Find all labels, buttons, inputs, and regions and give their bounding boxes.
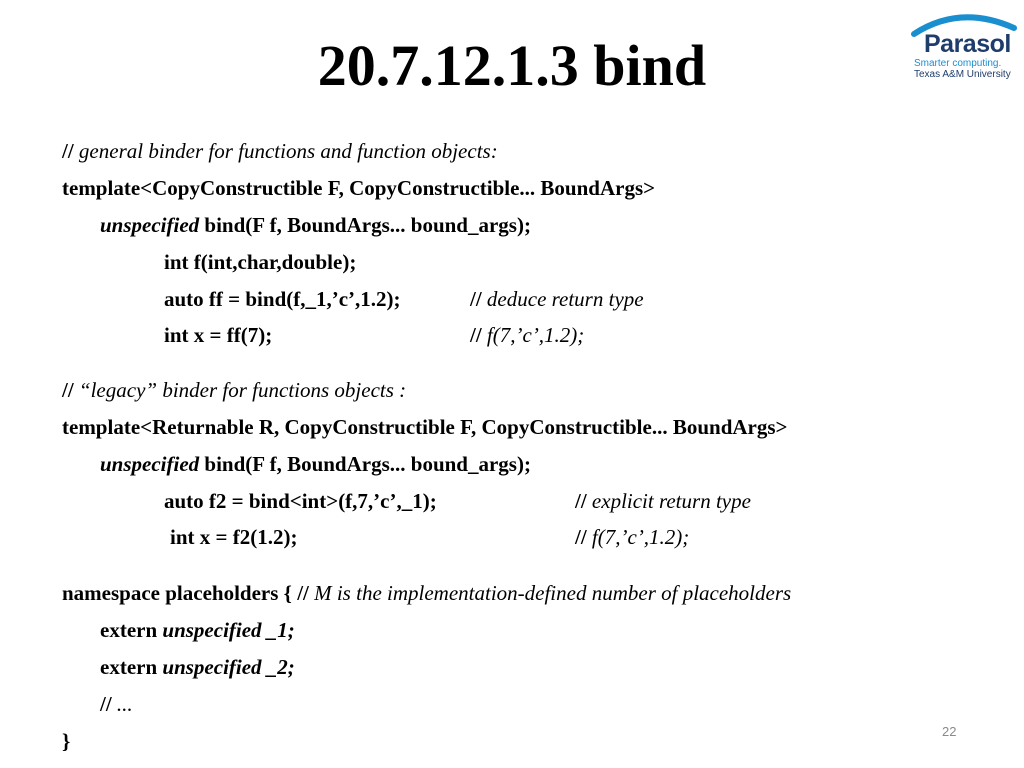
section1-template: template<CopyConstructible F, CopyConstructible... BoundArgs> (62, 176, 656, 200)
logo-name: Parasol (924, 30, 1011, 58)
comment-slashes: // (575, 489, 587, 513)
comment-text: deduce return type (486, 287, 644, 311)
section3-namespace (62, 580, 791, 606)
namespace-declaration: namespace placeholders { (62, 581, 292, 605)
comment-slashes: // (297, 581, 309, 605)
page-number: 22 (942, 724, 957, 739)
section2-template: template<Returnable R, CopyConstructible F, CopyConstructible... BoundArgs> (62, 415, 788, 439)
extern-keyword: extern (100, 655, 158, 679)
comment-text: ... (116, 692, 133, 716)
comment-text: “legacy” binder for functions objects : (78, 378, 407, 402)
comment-text: M is the implementation-defined number of placeholders (314, 581, 792, 605)
comment-text: f(7,’c’,1.2); (486, 323, 585, 347)
section2-declaration (100, 451, 531, 477)
section2-example-1-code: auto f2 = bind<int>(f,7,’c’,_1); (164, 489, 437, 513)
unspecified-keyword: unspecified (100, 213, 200, 237)
extern-keyword: extern (100, 618, 158, 642)
slide-title: 20.7.12.1.3 bind (317, 33, 707, 98)
comment-slashes: // (62, 378, 74, 402)
logo-tagline-1: Smarter computing. (914, 58, 1002, 69)
section2-example-2-code: int x = f2(1.2); (170, 525, 298, 549)
section3-close-brace: } (62, 729, 71, 753)
comment-text: explicit return type (591, 489, 751, 513)
section3-extern-2 (100, 654, 295, 680)
declaration-rest: bind(F f, BoundArgs... bound_args); (204, 452, 531, 476)
section1-example-3-comment (470, 322, 584, 348)
parasol-logo (910, 10, 1018, 82)
section1-comment (62, 138, 498, 164)
comment-slashes: // (575, 525, 587, 549)
placeholder-2: unspecified _2; (162, 655, 295, 679)
section3-extern-1 (100, 617, 295, 643)
comment-slashes: // (470, 287, 482, 311)
placeholder-1: unspecified _1; (162, 618, 295, 642)
comment-slashes: // (470, 323, 482, 347)
section2-example-2-comment (575, 524, 689, 550)
section2-comment (62, 377, 406, 403)
section1-example-1: int f(int,char,double); (164, 250, 357, 274)
section1-example-3-code: int x = ff(7); (164, 323, 273, 347)
section2-example-1-comment (575, 488, 751, 514)
declaration-rest: bind(F f, BoundArgs... bound_args); (204, 213, 531, 237)
comment-text: general binder for functions and function objects: (78, 139, 498, 163)
section3-ellipsis (100, 691, 133, 717)
section1-example-2-comment (470, 286, 644, 312)
unspecified-keyword: unspecified (100, 452, 200, 476)
logo-tagline-2: Texas A&M University (914, 69, 1011, 80)
comment-text: f(7,’c’,1.2); (591, 525, 690, 549)
section1-declaration (100, 212, 531, 238)
section1-example-2-code: auto ff = bind(f,_1,’c’,1.2); (164, 287, 401, 311)
comment-slashes: // (100, 692, 112, 716)
comment-slashes: // (62, 139, 74, 163)
